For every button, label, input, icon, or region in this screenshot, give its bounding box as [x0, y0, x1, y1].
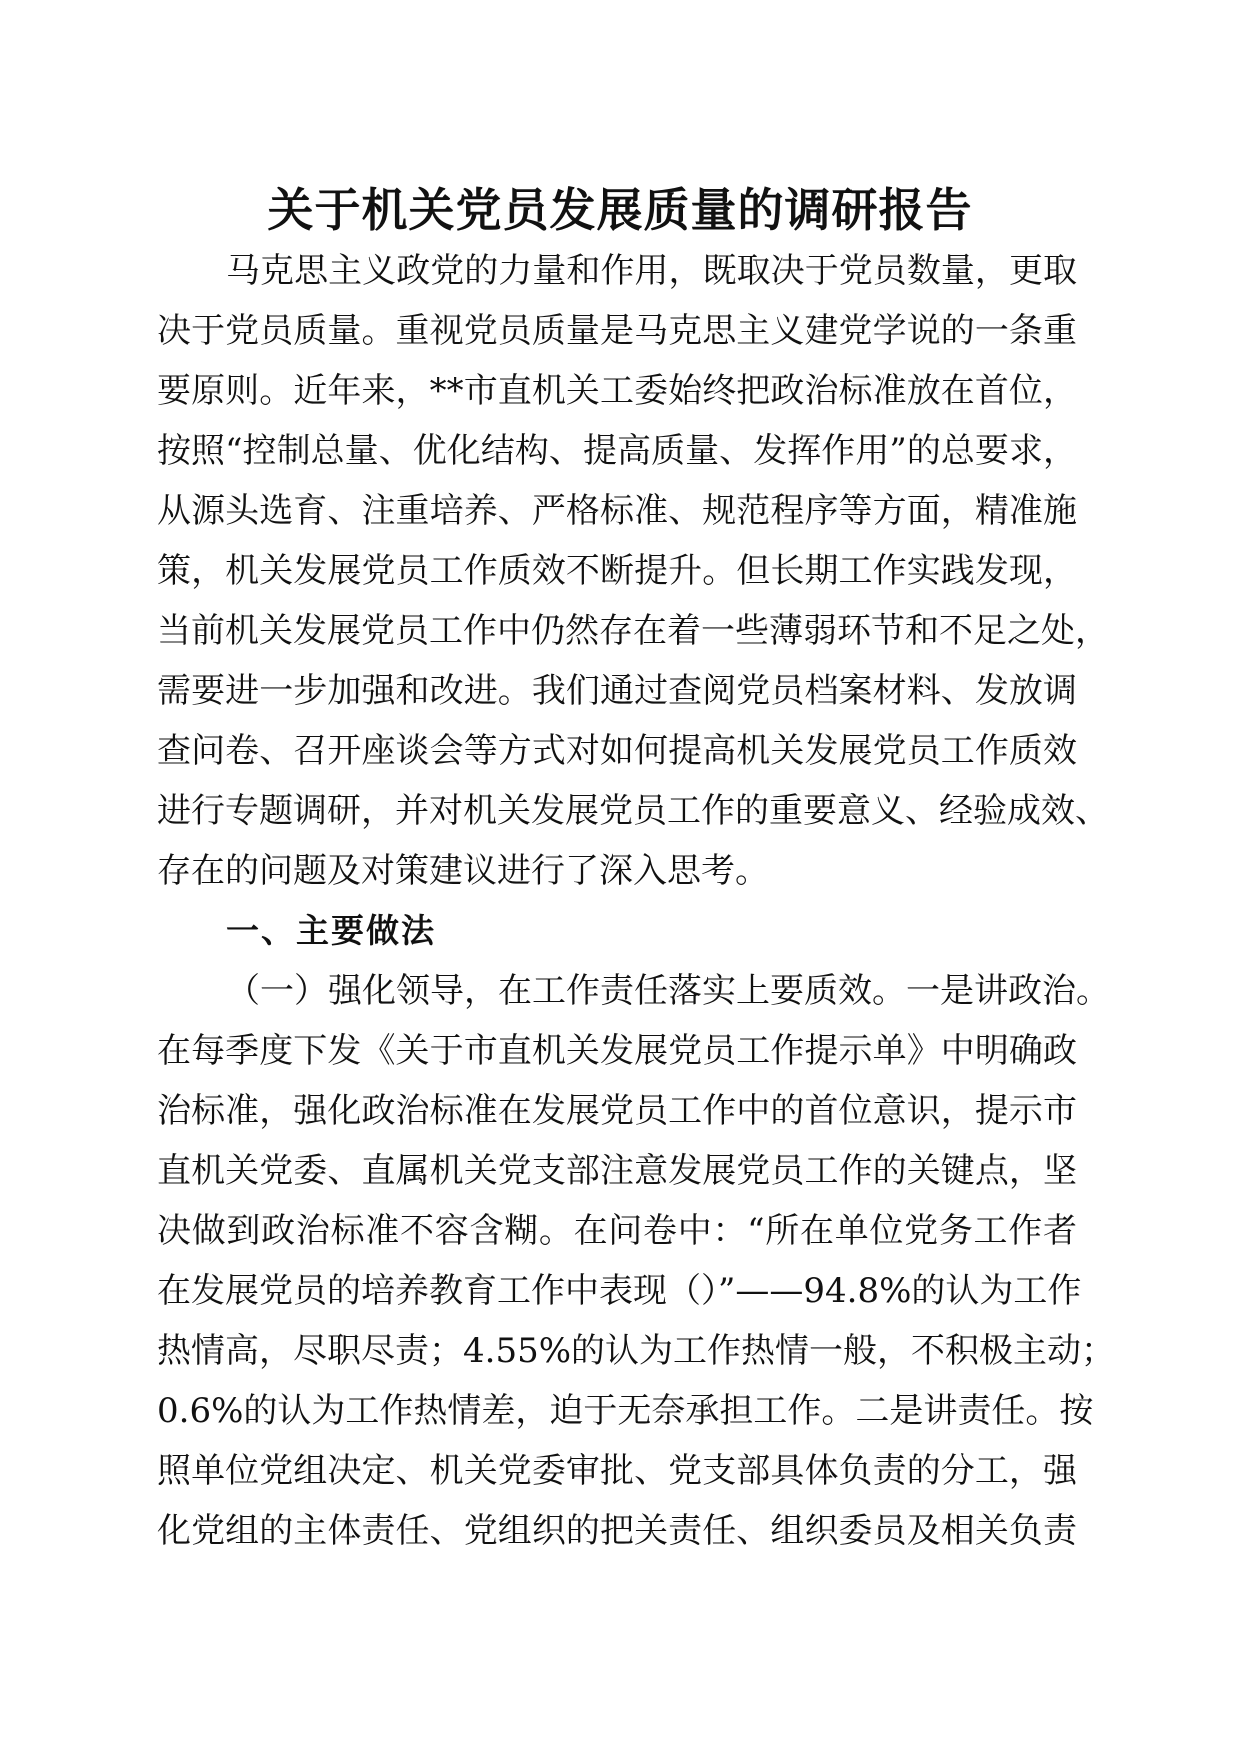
- intro-line: 需要进一步加强和改进。我们通过查阅党员档案材料、发放调: [157, 671, 1077, 711]
- section-line: 热情高，尽职尽责；4.55%的认为工作热情一般，不积极主动；: [157, 1331, 1116, 1371]
- document-title: 关于机关党员发展质量的调研报告: [267, 183, 973, 237]
- section-line: （一）强化领导，在工作责任落实上要质效。一是讲政治。: [226, 971, 1110, 1011]
- intro-line: 决于党员质量。重视党员质量是马克思主义建党学说的一条重: [157, 311, 1077, 351]
- section-heading: 一、主要做法: [226, 911, 436, 950]
- intro-line: 策，机关发展党员工作质效不断提升。但长期工作实践发现，: [157, 551, 1077, 591]
- section-line: 在每季度下发《关于市直机关发展党员工作提示单》中明确政: [157, 1031, 1077, 1071]
- intro-line: 从源头选育、注重培养、严格标准、规范程序等方面，精准施: [157, 491, 1077, 531]
- intro-line: 查问卷、召开座谈会等方式对如何提高机关发展党员工作质效: [157, 731, 1077, 771]
- section-line: 治标准，强化政治标准在发展党员工作中的首位意识，提示市: [157, 1091, 1077, 1131]
- section-line: 直机关党委、直属机关党支部注意发展党员工作的关键点，坚: [157, 1151, 1077, 1191]
- intro-line: 要原则。近年来，**市直机关工委始终把政治标准放在首位，: [157, 371, 1077, 411]
- section-line: 在发展党员的培养教育工作中表现（）”——94.8%的认为工作: [157, 1271, 1082, 1311]
- section-line: 化党组的主体责任、党组织的把关责任、组织委员及相关负责: [157, 1511, 1077, 1551]
- intro-line: 马克思主义政党的力量和作用，既取决于党员数量，更取: [226, 251, 1077, 291]
- intro-line: 存在的问题及对策建议进行了深入思考。: [157, 851, 769, 891]
- section-line: 决做到政治标准不容含糊。在问卷中：“所在单位党务工作者: [157, 1211, 1077, 1251]
- section-line: 0.6%的认为工作热情差，迫于无奈承担工作。二是讲责任。按: [157, 1391, 1094, 1431]
- intro-line: 进行专题调研，并对机关发展党员工作的重要意义、经验成效、: [157, 791, 1109, 831]
- section-line: 照单位党组决定、机关党委审批、党支部具体负责的分工，强: [157, 1451, 1077, 1491]
- intro-line: 当前机关发展党员工作中仍然存在着一些薄弱环节和不足之处，: [157, 611, 1109, 651]
- intro-line: 按照“控制总量、优化结构、提高质量、发挥作用”的总要求，: [157, 431, 1077, 471]
